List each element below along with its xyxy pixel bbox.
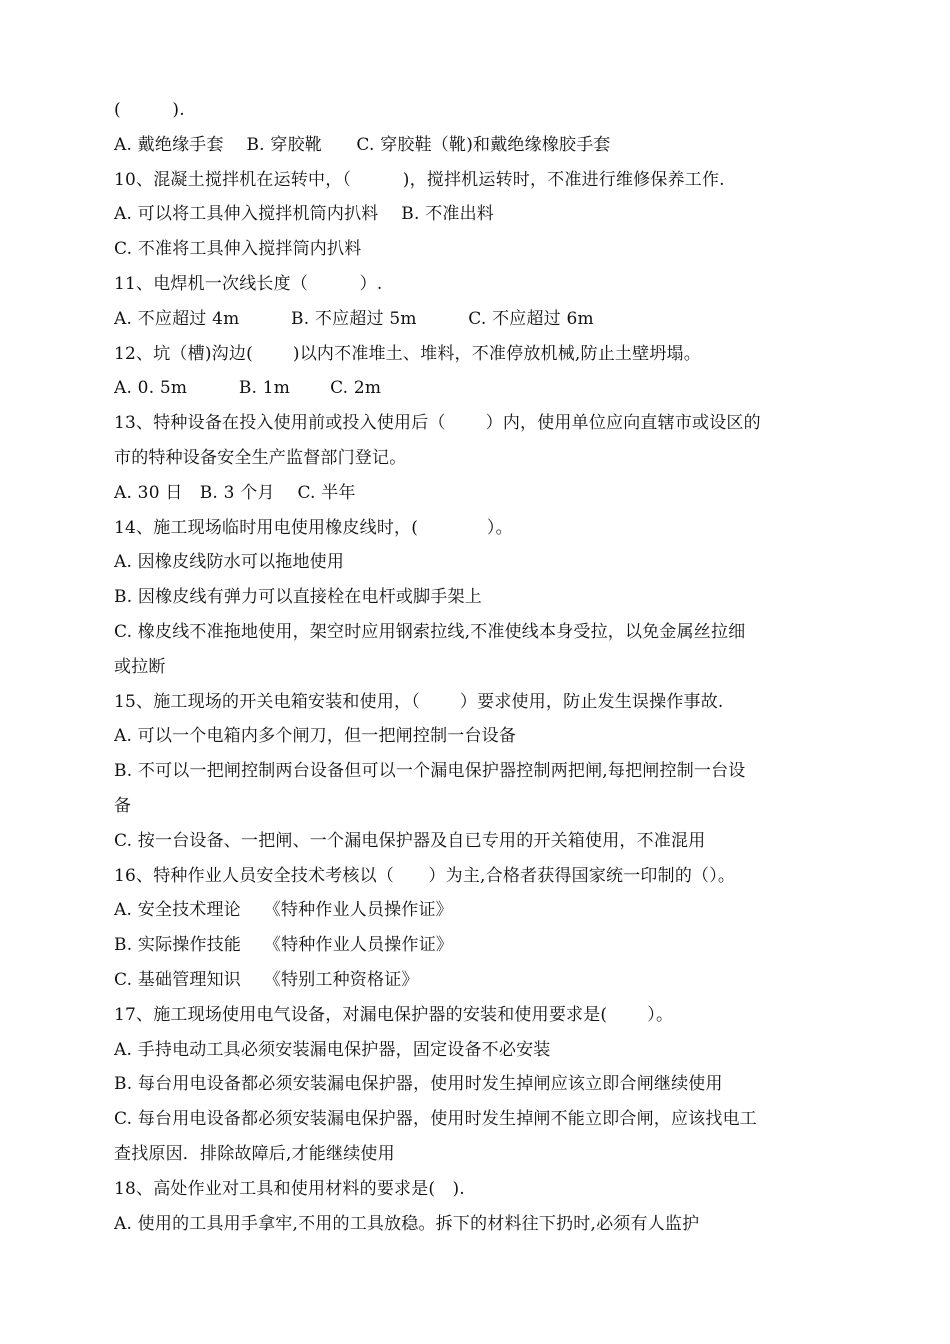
question-17-option-a: A. 手持电动工具必须安装漏电保护器，固定设备不必安装 bbox=[114, 1039, 551, 1060]
question-15-option-c: C. 按一台设备、一把闸、一个漏电保护器及自已专用的开关箱使用，不准混用 bbox=[114, 830, 706, 851]
question-15-option-b: B. 不可以一把闸控制两台设备但可以一个漏电保护器控制两把闸,每把闸控制一台设 bbox=[114, 761, 746, 782]
question-14-stem: 14、施工现场临时用电使用橡皮线时，( ）。 bbox=[114, 517, 513, 538]
question-9-blank: ( ). bbox=[114, 100, 185, 120]
question-13-stem-cont: 市的特种设备安全生产监督部门登记。 bbox=[114, 447, 407, 468]
question-14-option-c: C. 橡皮线不准拖地使用，架空时应用钢索拉线,不准使线本身受拉，以免金属丝拉细 bbox=[114, 621, 746, 642]
question-16-option-b: B. 实际操作技能 《特种作业人员操作证》 bbox=[114, 935, 454, 956]
question-17-stem: 17、施工现场使用电气设备，对漏电保护器的安装和使用要求是( ）。 bbox=[114, 1004, 674, 1025]
question-16-stem: 16、特种作业人员安全技术考核以（ ）为主,合格者获得国家统一印制的（）。 bbox=[114, 865, 736, 886]
question-14-option-a: A. 因橡皮线防水可以拖地使用 bbox=[114, 552, 345, 573]
question-12-stem: 12、坑（槽)沟边( )以内不准堆土、堆料，不准停放机械,防止土壁坍塌。 bbox=[114, 343, 701, 364]
question-11-stem: 11、电焊机一次线长度（ ）. bbox=[114, 273, 383, 294]
question-17-option-b: B. 每台用电设备都必须安装漏电保护器，使用时发生掉闸应该立即合闸继续使用 bbox=[114, 1074, 723, 1095]
question-9-options: A. 戴绝缘手套 B. 穿胶靴 C. 穿胶鞋（靴)和戴绝缘橡胶手套 bbox=[114, 134, 611, 155]
question-16-option-c: C. 基础管理知识 《特别工种资格证》 bbox=[114, 969, 419, 990]
question-10-option-c: C. 不准将工具伸入搅拌筒内扒料 bbox=[114, 239, 362, 260]
question-15-stem: 15、施工现场的开关电箱安装和使用，（ ）要求使用，防止发生误操作事故. bbox=[114, 691, 724, 712]
document-body bbox=[114, 93, 844, 1241]
question-11-options: A. 不应超过 4m B. 不应超过 5m C. 不应超过 6m bbox=[114, 308, 594, 329]
question-18-option-a: A. 使用的工具用手拿牢,不用的工具放稳。拆下的材料往下扔时,必须有人监护 bbox=[114, 1213, 700, 1234]
question-15-option-b-cont: 备 bbox=[114, 795, 132, 816]
question-10-options-ab: A. 可以将工具伸入搅拌机筒内扒料 B. 不准出料 bbox=[114, 204, 494, 225]
question-14-option-c-cont: 或拉断 bbox=[114, 656, 166, 677]
question-13-stem: 13、特种设备在投入使用前或投入使用后（ ）内，使用单位应向直辖市或设区的 bbox=[114, 413, 761, 434]
question-16-option-a: A. 安全技术理论 《特种作业人员操作证》 bbox=[114, 900, 453, 921]
question-14-option-b: B. 因橡皮线有弹力可以直接栓在电杆或脚手架上 bbox=[114, 587, 482, 608]
question-12-options: A. 0. 5m B. 1m C. 2m bbox=[114, 378, 382, 399]
question-17-option-c: C. 每台用电设备都必须安装漏电保护器，使用时发生掉闸不能立即合闸，应该找电工 bbox=[114, 1109, 758, 1130]
question-15-option-a: A. 可以一个电箱内多个闸刀，但一把闸控制一台设备 bbox=[114, 726, 517, 747]
question-17-option-c-cont: 查找原因．排除故障后,才能继续使用 bbox=[114, 1143, 395, 1164]
question-13-options: A. 30 日 B. 3 个月 C. 半年 bbox=[114, 482, 356, 503]
question-10-stem: 10、混凝土搅拌机在运转中，（ )，搅拌机运转时，不准进行维修保养工作. bbox=[114, 169, 725, 190]
question-18-stem: 18、高处作业对工具和使用材料的要求是( ). bbox=[114, 1178, 465, 1199]
